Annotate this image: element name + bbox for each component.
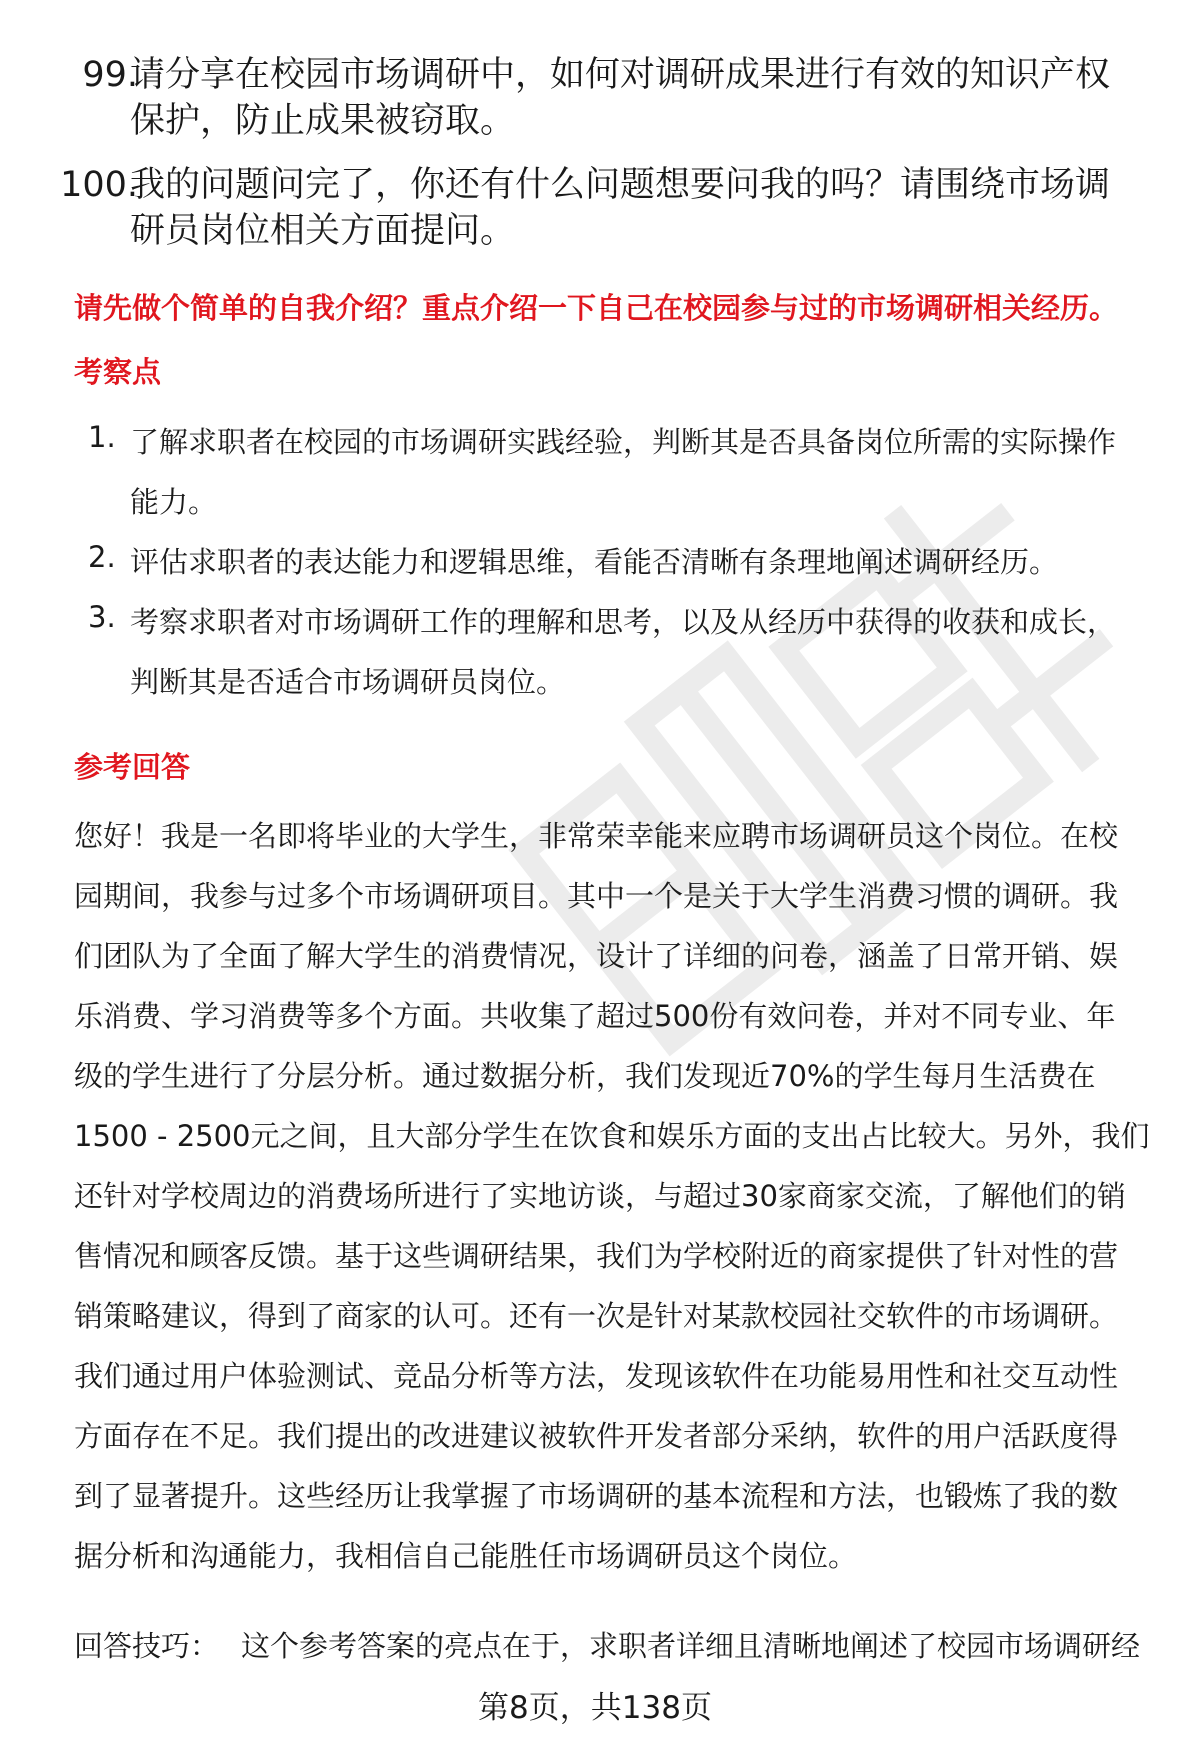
main-question-title: 请先做个简单的自我介绍？重点介绍一下自己在校园参与过的市场调研相关经历。 [74,291,1119,325]
list-item-text: 能力。 [130,485,218,519]
list-item-number: 3. [88,600,116,634]
page-number-footer: 第8页，共138页 [478,1690,712,1726]
answer-line: 方面存在不足。我们提出的改进建议被软件开发者部分采纳，软件的用户活跃度得 [74,1419,1119,1453]
answer-line: 乐消费、学习消费等多个方面。共收集了超过500份有效问卷，并对不同专业、年 [74,999,1116,1033]
answer-line: 销策略建议，得到了商家的认可。还有一次是针对某款校园社交软件的市场调研。 [74,1299,1119,1333]
question-line: 我的问题问完了，你还有什么问题想要问我的吗？请围绕市场调 [130,165,1111,205]
answer-line: 据分析和沟通能力，我相信自己能胜任市场调研员这个岗位。 [74,1539,858,1573]
answer-line: 售情况和顾客反馈。基于这些调研结果，我们为学校附近的商家提供了针对性的营 [74,1239,1119,1273]
answer-line: 们团队为了全面了解大学生的消费情况，设计了详细的问卷，涵盖了日常开销、娱 [74,939,1119,973]
answer-line: 我们通过用户体验测试、竞品分析等方法，发现该软件在功能易用性和社交互动性 [74,1359,1119,1393]
question-number: 100. [60,165,138,205]
answer-line: 还针对学校周边的消费场所进行了实地访谈，与超过30家商家交流，了解他们的销 [74,1179,1126,1213]
examination-heading: 考察点 [74,355,162,389]
answer-line: 1500 - 2500元之间，且大部分学生在饮食和娱乐方面的支出占比较大。另外，我们 [74,1119,1150,1153]
answer-line: 到了显著提升。这些经历让我掌握了市场调研的基本流程和方法，也锻炼了我的数 [74,1479,1119,1513]
list-item-number: 2. [88,540,116,574]
answer-tips [74,1624,1140,1665]
list-item-text: 考察求职者对市场调研工作的理解和思考，以及从经历中获得的收获和成长， [130,605,1117,639]
answer-line: 园期间，我参与过多个市场调研项目。其中一个是关于大学生消费习惯的调研。我 [74,879,1119,913]
list-item-text: 评估求职者的表达能力和逻辑思维，看能否清晰有条理地阐述调研经历。 [130,545,1059,579]
answer-heading: 参考回答 [74,750,191,784]
list-item-text: 了解求职者在校园的市场调研实践经验，判断其是否具备岗位所需的实际操作 [130,425,1117,459]
answer-line: 级的学生进行了分层分析。通过数据分析，我们发现近70%的学生每月生活费在 [74,1059,1096,1093]
question-line: 研员岗位相关方面提问。 [130,211,516,251]
tips-text: 这个参考答案的亮点在于，求职者详细且清晰地阐述了校园市场调研经 [241,1629,1141,1663]
answer-line: 您好！我是一名即将毕业的大学生，非常荣幸能来应聘市场调研员这个岗位。在校 [74,819,1119,853]
tips-label: 回答技巧： [74,1629,220,1663]
question-number: 99. [82,55,138,95]
list-item-text: 判断其是否适合市场调研员岗位。 [130,665,566,699]
question-line: 保护，防止成果被窃取。 [130,101,516,141]
question-line: 请分享在校园市场调研中，如何对调研成果进行有效的知识产权 [130,55,1111,95]
list-item-number: 1. [88,420,116,454]
